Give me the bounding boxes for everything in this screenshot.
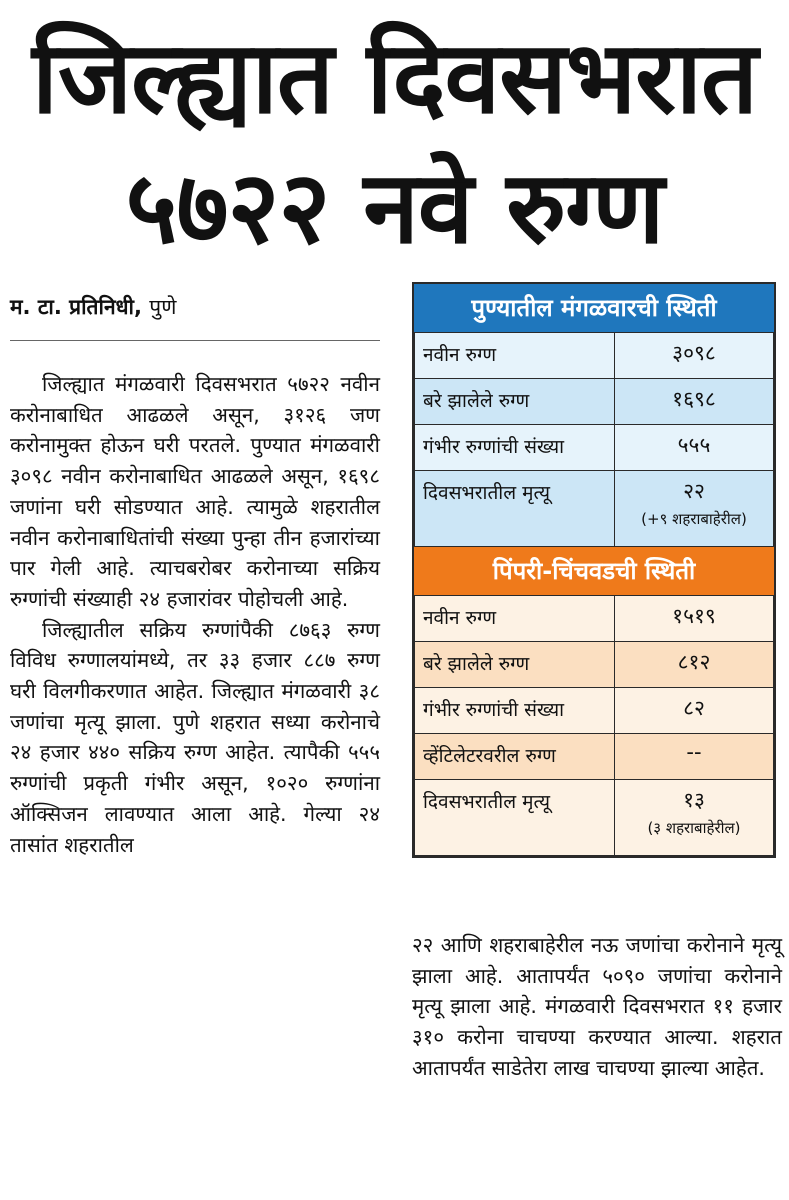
stats-value: ५५५	[615, 425, 774, 471]
article-paragraph: २२ आणि शहराबाहेरील नऊ जणांचा करोनाने मृत्यू झाला आहे. आतापर्यंत ५०९० जणांचा करोनाने मृत्यू झाला आहे. मंगळवारी दिवसभरात ११ हजार ३१० करोना चाचण्या करण्यात आल्या. शहरात आतापर्यंत साडेतेरा लाख चाचण्या झाल्या आहेत.	[412, 933, 782, 1080]
stats-row	[415, 780, 774, 856]
pune-stats-table	[414, 332, 774, 547]
article-column-2	[412, 930, 782, 1084]
stats-row	[415, 688, 774, 734]
stats-label: दिवसभरातील मृत्यू	[415, 780, 615, 856]
stats-row	[415, 642, 774, 688]
stats-label: व्हेंटिलेटरवरील रुग्ण	[415, 734, 615, 780]
byline-reporter: म. टा. प्रतिनिधी,	[10, 295, 142, 319]
stats-value-cell	[615, 471, 774, 547]
article-paragraph: जिल्ह्यातील सक्रिय रुग्णांपैकी ८७६३ रुग्ण विविध रुग्णालयांमध्ये, तर ३३ हजार ८८७ रुग्ण घरी विलगीकरणात आहेत. जिल्ह्यात मंगळवारी ३८ जणांचा मृत्यू झाला. पुणे शहरात सध्या करोनाचे २४ हजार ४४० सक्रिय रुग्ण आहेत. त्यापैकी ५५५ रुग्णांची प्रकृती गंभीर असून, १०२० रुग्णांना ऑक्सिजन लावण्यात आला आहे. गेल्या २४ तासांत शहरातील	[10, 617, 380, 857]
stats-value-cell	[615, 780, 774, 856]
article-paragraph: जिल्ह्यात मंगळवारी दिवसभरात ५७२२ नवीन करोनाबाधित आढळले असून, ३१२६ जण करोनामुक्त होऊन घरी परतले. पुण्यात मंगळवारी ३०९८ नवीन करोनाबाधित आढळले असून, १६९८ जणांना घरी सोडण्यात आहे. त्यामुळे शहरातील नवीन करोनाबाधितांची संख्या पुन्हा तीन हजारांच्या पार गेली आहे. त्याचबरोबर करोनाच्या सक्रिय रुग्णांची संख्याही २४ हजारांवर पोहोचली आहे.	[10, 372, 380, 611]
pune-stats-title: पुण्यातील मंगळवारची स्थिती	[414, 284, 774, 332]
stats-row	[415, 333, 774, 379]
stats-label: बरे झालेले रुग्ण	[415, 379, 615, 425]
stats-label: नवीन रुग्ण	[415, 596, 615, 642]
stats-row	[415, 425, 774, 471]
stats-label: बरे झालेले रुग्ण	[415, 642, 615, 688]
stats-value: ८२	[615, 688, 774, 734]
stats-value: २२	[683, 479, 705, 503]
stats-note: (३ शहराबाहेरील)	[647, 819, 741, 837]
stats-row	[415, 379, 774, 425]
byline	[10, 292, 378, 322]
headline-line-2: ५७२२ नवे रुग्ण	[125, 149, 664, 266]
pcmc-stats-table	[414, 595, 774, 856]
stats-label: नवीन रुग्ण	[415, 333, 615, 379]
stats-value: १३	[683, 788, 705, 812]
stats-value: ३०९८	[615, 333, 774, 379]
stats-row	[415, 734, 774, 780]
stats-box	[412, 282, 776, 858]
stats-label: गंभीर रुग्णांची संख्या	[415, 425, 615, 471]
stats-value: १६९८	[615, 379, 774, 425]
stats-row	[415, 471, 774, 547]
stats-value: १५१९	[615, 596, 774, 642]
article-column-1	[10, 369, 380, 860]
stats-label: गंभीर रुग्णांची संख्या	[415, 688, 615, 734]
stats-value: ८१२	[615, 642, 774, 688]
stats-note: (+९ शहराबाहेरील)	[641, 510, 747, 528]
stats-row	[415, 596, 774, 642]
stats-value: --	[615, 734, 774, 780]
stats-label: दिवसभरातील मृत्यू	[415, 471, 615, 547]
headline-line-1: जिल्ह्यात दिवसभरात	[32, 19, 757, 136]
pcmc-stats-title: पिंपरी-चिंचवडची स्थिती	[414, 547, 774, 595]
byline-place: पुणे	[149, 295, 177, 319]
byline-divider	[10, 340, 380, 341]
